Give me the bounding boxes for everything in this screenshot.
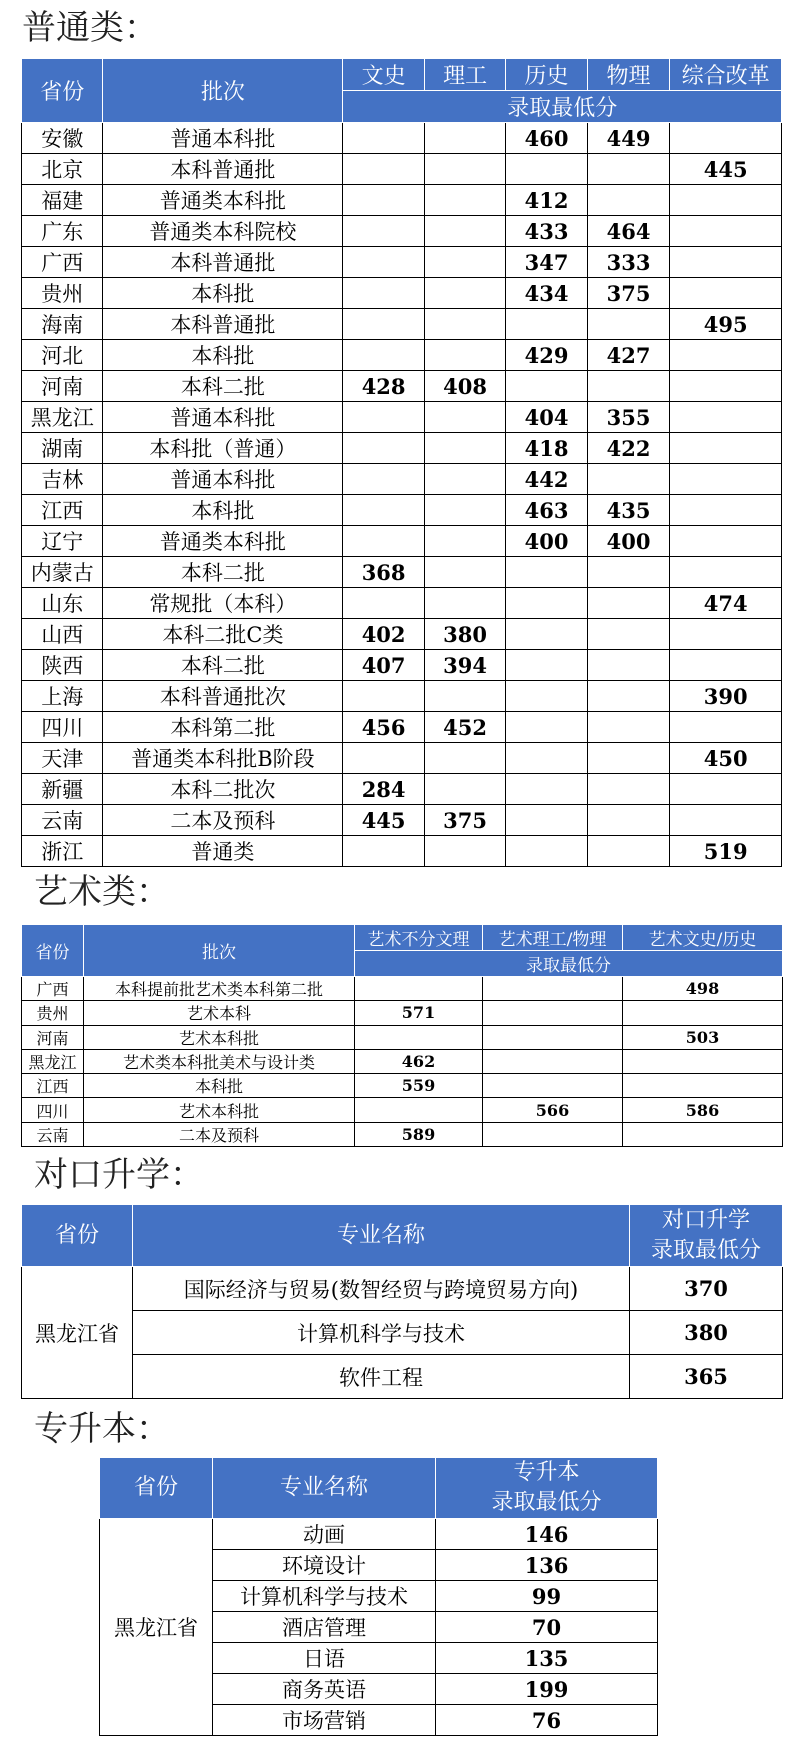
score-cell bbox=[343, 588, 424, 619]
province-cell: 湖南 bbox=[22, 433, 103, 464]
province-cell: 河南 bbox=[22, 371, 103, 402]
score-cell: 429 bbox=[506, 340, 587, 371]
batch-cell: 普通类 bbox=[103, 836, 343, 867]
score-cell bbox=[355, 977, 483, 1001]
score-cell bbox=[424, 278, 505, 309]
batch-cell: 艺术本科批 bbox=[84, 1025, 355, 1049]
score-cell: 586 bbox=[623, 1098, 783, 1122]
score-cell bbox=[587, 309, 670, 340]
major-cell: 日语 bbox=[213, 1643, 436, 1674]
score-cell: 427 bbox=[587, 340, 670, 371]
header-min-score: 录取最低分 bbox=[343, 91, 782, 123]
batch-cell: 本科二批 bbox=[103, 650, 343, 681]
score-cell bbox=[670, 712, 782, 743]
score-cell: 407 bbox=[343, 650, 424, 681]
score-cell bbox=[670, 619, 782, 650]
score-cell bbox=[587, 619, 670, 650]
table-row bbox=[100, 1519, 658, 1550]
score-cell bbox=[424, 774, 505, 805]
header-batch: 批次 bbox=[103, 59, 343, 123]
score-cell bbox=[506, 805, 587, 836]
batch-cell: 本科批 bbox=[103, 340, 343, 371]
score-cell: 400 bbox=[506, 526, 587, 557]
province-cell: 浙江 bbox=[22, 836, 103, 867]
score-cell: 355 bbox=[587, 402, 670, 433]
batch-cell: 本科普通批 bbox=[103, 309, 343, 340]
upgrade-admission-table bbox=[99, 1457, 658, 1736]
score-cell bbox=[506, 681, 587, 712]
score-cell bbox=[587, 464, 670, 495]
batch-cell: 普通类本科批B阶段 bbox=[103, 743, 343, 774]
header-art-any: 艺术不分文理 bbox=[355, 925, 483, 951]
score-cell bbox=[343, 278, 424, 309]
header-score bbox=[630, 1205, 783, 1267]
score-cell bbox=[424, 309, 505, 340]
score-cell bbox=[424, 154, 505, 185]
province-cell: 广西 bbox=[22, 247, 103, 278]
major-cell: 软件工程 bbox=[133, 1355, 630, 1399]
batch-cell: 普通本科批 bbox=[103, 464, 343, 495]
score-cell: 435 bbox=[587, 495, 670, 526]
province-cell: 北京 bbox=[22, 154, 103, 185]
score-cell bbox=[424, 340, 505, 371]
province-cell: 河南 bbox=[22, 1025, 84, 1049]
score-cell: 449 bbox=[587, 123, 670, 154]
table-row bbox=[22, 1025, 783, 1049]
header-province: 省份 bbox=[22, 1205, 133, 1267]
score-cell: 199 bbox=[436, 1674, 658, 1705]
score-cell bbox=[343, 216, 424, 247]
table-row bbox=[22, 216, 782, 247]
score-cell: 408 bbox=[424, 371, 505, 402]
score-cell: 433 bbox=[506, 216, 587, 247]
score-cell: 559 bbox=[355, 1074, 483, 1098]
score-cell bbox=[670, 464, 782, 495]
score-cell bbox=[587, 743, 670, 774]
table-row bbox=[22, 433, 782, 464]
table-row bbox=[22, 1122, 783, 1146]
batch-cell: 普通类本科批 bbox=[103, 526, 343, 557]
province-cell: 山西 bbox=[22, 619, 103, 650]
score-cell: 462 bbox=[355, 1049, 483, 1073]
score-cell bbox=[587, 154, 670, 185]
score-cell: 498 bbox=[623, 977, 783, 1001]
batch-cell: 本科批（普通） bbox=[103, 433, 343, 464]
score-cell: 380 bbox=[630, 1311, 783, 1355]
province-cell: 河北 bbox=[22, 340, 103, 371]
score-cell: 445 bbox=[343, 805, 424, 836]
major-cell: 商务英语 bbox=[213, 1674, 436, 1705]
province-cell: 黑龙江 bbox=[22, 1049, 84, 1073]
score-cell: 495 bbox=[670, 309, 782, 340]
province-cell: 黑龙江省 bbox=[22, 1267, 133, 1399]
batch-cell: 本科普通批次 bbox=[103, 681, 343, 712]
province-cell: 江西 bbox=[22, 1074, 84, 1098]
score-cell bbox=[424, 557, 505, 588]
score-cell bbox=[670, 216, 782, 247]
score-cell: 368 bbox=[343, 557, 424, 588]
score-cell bbox=[424, 588, 505, 619]
province-cell: 黑龙江 bbox=[22, 402, 103, 433]
score-cell: 460 bbox=[506, 123, 587, 154]
score-cell: 464 bbox=[587, 216, 670, 247]
score-cell bbox=[506, 650, 587, 681]
province-cell: 四川 bbox=[22, 1098, 84, 1122]
score-cell bbox=[506, 743, 587, 774]
score-cell bbox=[343, 402, 424, 433]
score-cell bbox=[670, 340, 782, 371]
score-cell: 365 bbox=[630, 1355, 783, 1399]
score-cell bbox=[587, 650, 670, 681]
table-row bbox=[22, 495, 782, 526]
province-cell: 内蒙古 bbox=[22, 557, 103, 588]
score-cell bbox=[483, 1001, 623, 1025]
score-cell bbox=[506, 309, 587, 340]
score-cell bbox=[670, 123, 782, 154]
table-row bbox=[22, 1098, 783, 1122]
score-cell bbox=[424, 681, 505, 712]
table-row bbox=[22, 681, 782, 712]
header-ligong: 理工 bbox=[424, 59, 505, 91]
score-cell bbox=[424, 402, 505, 433]
score-cell bbox=[587, 836, 670, 867]
batch-cell: 本科二批C类 bbox=[103, 619, 343, 650]
header-score-line1: 专升本 bbox=[513, 1460, 580, 1485]
score-cell: 445 bbox=[670, 154, 782, 185]
batch-cell: 艺术本科批 bbox=[84, 1098, 355, 1122]
table-row bbox=[22, 154, 782, 185]
province-cell: 贵州 bbox=[22, 1001, 84, 1025]
score-cell: 474 bbox=[670, 588, 782, 619]
batch-cell: 本科二批 bbox=[103, 371, 343, 402]
batch-cell: 艺术本科 bbox=[84, 1001, 355, 1025]
major-cell: 市场营销 bbox=[213, 1705, 436, 1736]
score-cell bbox=[587, 371, 670, 402]
score-cell bbox=[670, 433, 782, 464]
province-cell: 江西 bbox=[22, 495, 103, 526]
score-cell bbox=[343, 836, 424, 867]
table-row bbox=[22, 1267, 783, 1311]
score-cell: 571 bbox=[355, 1001, 483, 1025]
score-cell bbox=[623, 1074, 783, 1098]
batch-cell: 普通本科批 bbox=[103, 123, 343, 154]
score-cell bbox=[506, 588, 587, 619]
header-province: 省份 bbox=[22, 925, 84, 977]
score-cell: 452 bbox=[424, 712, 505, 743]
score-cell bbox=[506, 557, 587, 588]
score-cell: 394 bbox=[424, 650, 505, 681]
score-cell bbox=[670, 774, 782, 805]
score-cell bbox=[343, 123, 424, 154]
score-cell: 380 bbox=[424, 619, 505, 650]
batch-cell: 本科批 bbox=[103, 495, 343, 526]
major-cell: 国际经济与贸易(数智经贸与跨境贸易方向) bbox=[133, 1267, 630, 1311]
table-row bbox=[22, 247, 782, 278]
score-cell bbox=[424, 247, 505, 278]
major-cell: 酒店管理 bbox=[213, 1612, 436, 1643]
header-wuli: 物理 bbox=[587, 59, 670, 91]
score-cell: 375 bbox=[424, 805, 505, 836]
table-row bbox=[22, 309, 782, 340]
batch-cell: 本科普通批 bbox=[103, 154, 343, 185]
table-row bbox=[22, 402, 782, 433]
score-cell bbox=[355, 1025, 483, 1049]
province-cell: 黑龙江省 bbox=[100, 1519, 213, 1736]
header-province: 省份 bbox=[22, 59, 103, 123]
header-score bbox=[436, 1458, 658, 1519]
score-cell: 76 bbox=[436, 1705, 658, 1736]
score-cell: 428 bbox=[343, 371, 424, 402]
score-cell bbox=[424, 495, 505, 526]
batch-cell: 艺术类本科批美术与设计类 bbox=[84, 1049, 355, 1073]
table-row bbox=[22, 1355, 783, 1399]
table-row bbox=[22, 977, 783, 1001]
score-cell bbox=[670, 650, 782, 681]
province-cell: 广东 bbox=[22, 216, 103, 247]
score-cell: 135 bbox=[436, 1643, 658, 1674]
major-cell: 动画 bbox=[213, 1519, 436, 1550]
score-cell bbox=[424, 185, 505, 216]
table-row bbox=[22, 557, 782, 588]
score-cell bbox=[587, 185, 670, 216]
score-cell: 418 bbox=[506, 433, 587, 464]
score-cell bbox=[587, 588, 670, 619]
batch-cell: 常规批（本科） bbox=[103, 588, 343, 619]
score-cell bbox=[587, 557, 670, 588]
score-cell: 99 bbox=[436, 1581, 658, 1612]
batch-cell: 普通本科批 bbox=[103, 402, 343, 433]
table-row bbox=[22, 774, 782, 805]
score-cell bbox=[483, 1074, 623, 1098]
score-cell bbox=[483, 1025, 623, 1049]
score-cell: 422 bbox=[587, 433, 670, 464]
province-cell: 云南 bbox=[22, 805, 103, 836]
score-cell bbox=[670, 495, 782, 526]
section-title-upgrade: 专升本： bbox=[34, 1409, 170, 1449]
score-cell: 456 bbox=[343, 712, 424, 743]
table-row bbox=[22, 836, 782, 867]
table-row bbox=[22, 1001, 783, 1025]
province-cell: 上海 bbox=[22, 681, 103, 712]
batch-cell: 本科二批 bbox=[103, 557, 343, 588]
score-cell: 402 bbox=[343, 619, 424, 650]
score-cell bbox=[506, 836, 587, 867]
table-row bbox=[22, 1311, 783, 1355]
score-cell: 503 bbox=[623, 1025, 783, 1049]
table-row bbox=[22, 588, 782, 619]
header-wenshi: 文史 bbox=[343, 59, 424, 91]
score-cell bbox=[343, 154, 424, 185]
art-admission-table bbox=[21, 924, 783, 1147]
batch-cell: 普通类本科批 bbox=[103, 185, 343, 216]
table-row bbox=[22, 743, 782, 774]
score-cell bbox=[670, 557, 782, 588]
province-cell: 安徽 bbox=[22, 123, 103, 154]
score-cell bbox=[355, 1098, 483, 1122]
major-cell: 计算机科学与技术 bbox=[213, 1581, 436, 1612]
score-cell: 146 bbox=[436, 1519, 658, 1550]
province-cell: 广西 bbox=[22, 977, 84, 1001]
batch-cell: 二本及预科 bbox=[84, 1122, 355, 1146]
batch-cell: 二本及预科 bbox=[103, 805, 343, 836]
score-cell bbox=[483, 1122, 623, 1146]
score-cell bbox=[483, 977, 623, 1001]
score-cell bbox=[623, 1049, 783, 1073]
batch-cell: 本科批 bbox=[103, 278, 343, 309]
score-cell bbox=[424, 123, 505, 154]
score-cell bbox=[506, 712, 587, 743]
province-cell: 贵州 bbox=[22, 278, 103, 309]
header-art-science: 艺术理工/物理 bbox=[483, 925, 623, 951]
score-cell bbox=[343, 309, 424, 340]
header-batch: 批次 bbox=[84, 925, 355, 977]
header-score-line2: 录取最低分 bbox=[650, 1237, 761, 1263]
table-row bbox=[22, 1074, 783, 1098]
score-cell: 442 bbox=[506, 464, 587, 495]
score-cell bbox=[506, 154, 587, 185]
score-cell bbox=[506, 774, 587, 805]
score-cell: 136 bbox=[436, 1550, 658, 1581]
province-cell: 天津 bbox=[22, 743, 103, 774]
score-cell bbox=[343, 185, 424, 216]
province-cell: 山东 bbox=[22, 588, 103, 619]
table-row bbox=[22, 278, 782, 309]
province-cell: 吉林 bbox=[22, 464, 103, 495]
table-row bbox=[22, 619, 782, 650]
score-cell: 284 bbox=[343, 774, 424, 805]
score-cell: 434 bbox=[506, 278, 587, 309]
table-row bbox=[22, 464, 782, 495]
score-cell bbox=[343, 464, 424, 495]
score-cell bbox=[670, 371, 782, 402]
province-cell: 陕西 bbox=[22, 650, 103, 681]
province-cell: 福建 bbox=[22, 185, 103, 216]
score-cell bbox=[424, 743, 505, 774]
table-row bbox=[22, 712, 782, 743]
batch-cell: 普通类本科院校 bbox=[103, 216, 343, 247]
header-province: 省份 bbox=[100, 1458, 213, 1519]
score-cell bbox=[424, 526, 505, 557]
score-cell bbox=[670, 805, 782, 836]
score-cell bbox=[343, 681, 424, 712]
score-cell bbox=[424, 836, 505, 867]
score-cell bbox=[343, 433, 424, 464]
score-cell bbox=[483, 1049, 623, 1073]
batch-cell: 本科批 bbox=[84, 1074, 355, 1098]
score-cell bbox=[424, 433, 505, 464]
score-cell bbox=[587, 774, 670, 805]
batch-cell: 本科二批次 bbox=[103, 774, 343, 805]
table-row bbox=[22, 805, 782, 836]
score-cell: 589 bbox=[355, 1122, 483, 1146]
header-lishi: 历史 bbox=[506, 59, 587, 91]
table-row bbox=[22, 123, 782, 154]
score-cell: 412 bbox=[506, 185, 587, 216]
general-admission-table bbox=[21, 58, 782, 867]
table-row bbox=[22, 340, 782, 371]
score-cell: 70 bbox=[436, 1612, 658, 1643]
province-cell: 云南 bbox=[22, 1122, 84, 1146]
header-min-score: 录取最低分 bbox=[355, 951, 783, 977]
header-zonghe: 综合改革 bbox=[670, 59, 782, 91]
score-cell bbox=[670, 247, 782, 278]
score-cell bbox=[343, 526, 424, 557]
province-cell: 四川 bbox=[22, 712, 103, 743]
table-row bbox=[22, 650, 782, 681]
score-cell bbox=[587, 805, 670, 836]
major-cell: 计算机科学与技术 bbox=[133, 1311, 630, 1355]
score-cell: 450 bbox=[670, 743, 782, 774]
province-cell: 辽宁 bbox=[22, 526, 103, 557]
province-cell: 海南 bbox=[22, 309, 103, 340]
table-row bbox=[22, 1049, 783, 1073]
score-cell bbox=[623, 1001, 783, 1025]
score-cell bbox=[343, 247, 424, 278]
score-cell: 519 bbox=[670, 836, 782, 867]
batch-cell: 本科普通批 bbox=[103, 247, 343, 278]
batch-cell: 本科提前批艺术类本科第二批 bbox=[84, 977, 355, 1001]
score-cell: 333 bbox=[587, 247, 670, 278]
table-row bbox=[22, 185, 782, 216]
score-cell bbox=[343, 495, 424, 526]
section-title-art: 艺术类： bbox=[34, 872, 170, 912]
province-cell: 新疆 bbox=[22, 774, 103, 805]
score-cell: 347 bbox=[506, 247, 587, 278]
section-title-general: 普通类： bbox=[22, 8, 158, 48]
score-cell: 390 bbox=[670, 681, 782, 712]
header-major: 专业名称 bbox=[133, 1205, 630, 1267]
score-cell bbox=[670, 278, 782, 309]
score-cell bbox=[670, 526, 782, 557]
score-cell bbox=[670, 185, 782, 216]
major-cell: 环境设计 bbox=[213, 1550, 436, 1581]
score-cell: 404 bbox=[506, 402, 587, 433]
score-cell: 566 bbox=[483, 1098, 623, 1122]
score-cell bbox=[343, 743, 424, 774]
section-title-vocational: 对口升学： bbox=[34, 1155, 204, 1195]
table-row bbox=[22, 526, 782, 557]
score-cell bbox=[506, 371, 587, 402]
vocational-admission-table bbox=[21, 1204, 783, 1399]
score-cell bbox=[623, 1122, 783, 1146]
header-art-liberal: 艺术文史/历史 bbox=[623, 925, 783, 951]
table-row bbox=[22, 371, 782, 402]
score-cell bbox=[670, 402, 782, 433]
score-cell: 400 bbox=[587, 526, 670, 557]
score-cell bbox=[587, 681, 670, 712]
score-cell bbox=[343, 340, 424, 371]
header-major: 专业名称 bbox=[213, 1458, 436, 1519]
score-cell bbox=[424, 464, 505, 495]
score-cell bbox=[506, 619, 587, 650]
score-cell bbox=[424, 216, 505, 247]
header-score-line1: 对口升学 bbox=[661, 1207, 750, 1233]
score-cell: 375 bbox=[587, 278, 670, 309]
header-score-line2: 录取最低分 bbox=[491, 1490, 602, 1515]
score-cell: 370 bbox=[630, 1267, 783, 1311]
score-cell bbox=[587, 712, 670, 743]
batch-cell: 本科第二批 bbox=[103, 712, 343, 743]
score-cell: 463 bbox=[506, 495, 587, 526]
